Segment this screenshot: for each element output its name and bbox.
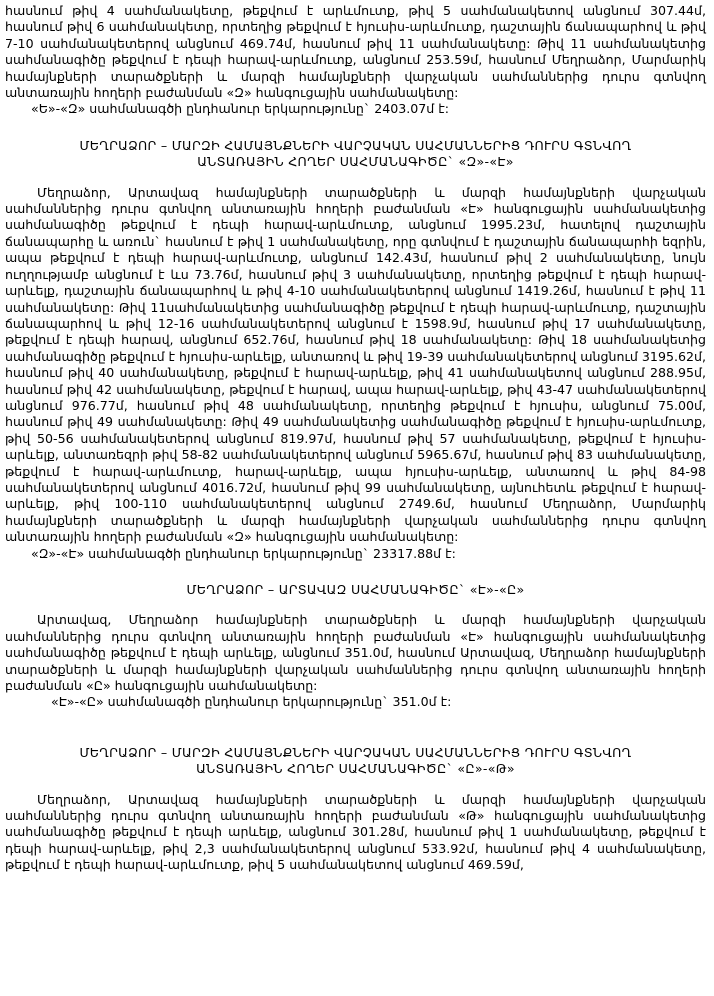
section4-heading-line2: ԱՆՏԱՌԱՅԻՆ ՀՈՂԵՐ ՍԱՀՄԱՆԱԳԻԾԸ` «Ը»-«Թ» — [196, 761, 515, 777]
section4-paragraph: Մեղրաձոր, Արտավազ համայնքների տարածքների և մարզի համայնքների վարչական սահմաններից դուրս գտնվող անտառային հողերի բաժանման «Թ» հանգուցային սահմանակետից սահմանագիծը թեքվում է դեպի արևելք, անցնում 301.28մ, հասնում թիվ 1 սահմանակետը, թեքվում է դեպի հարավ-արևելք, թիվ 2,3 սահմանակետերով անցնում 533.92մ, հասնում թիվ 4 սահմանակետը, թեքվում է դեպի հարավ-արևմուտք, թիվ 5 սահմանակետով անցնում 469.59մ, — [5, 791, 706, 873]
section2-heading-line1: ՄԵՂՐԱՁՈՐ – ՄԱՐԶԻ ՀԱՄԱՅՆՔՆԵՐԻ ՎԱՐՉԱԿԱՆ ՍԱՀՄԱՆՆԵՐԻՑ ԴՈՒՐՍ ԳՏՆՎՈՂ — [79, 137, 632, 153]
section2-heading-line2: ԱՆՏԱՌԱՅԻՆ ՀՈՂԵՐ ՍԱՀՄԱՆԱԳԻԾԸ` «Զ»-«Է» — [197, 154, 514, 170]
section2-total-length: «Զ»-«Է» սահմանագծի ընդհանուր երկարությունը` 23317.88մ է: — [31, 545, 456, 561]
section3-total-length: «Է»-«Ը» սահմանագծի ընդհանուր երկարությունը` 351.0մ է: — [51, 694, 452, 710]
section1-paragraph: հասնում թիվ 4 սահմանակետը, թեքվում է արևմուտք, թիվ 5 սահմանակետով անցնում 307.44մ, հասնում թիվ 6 սահմանակետը, որտեղից թեքվում է հյուսիս-արևմուտք, դաշտային ճանապարհով և թիվ 7-10 սահմանակետերով անցնում 469.74մ, հասնում թիվ 11 սահմանակետը: Թիվ 11 սահմանակետից սահմանագիծը թեքվում է դեպի հարավ-արևմուտք, անցնում 253.59մ, հասնում Մեղրաձոր, Մարմարիկ համայնքների տարածքների և մարզի համայնքների վարչական սահմաններից դուրս գտնվող անտառային հողերի բաժանման «Զ» հանգուցային սահմանակետը: — [5, 3, 706, 101]
section4-heading-line1: ՄԵՂՐԱՁՈՐ – ՄԱՐԶԻ ՀԱՄԱՅՆՔՆԵՐԻ ՎԱՐՉԱԿԱՆ ՍԱՀՄԱՆՆԵՐԻՑ ԴՈՒՐՍ ԳՏՆՎՈՂ — [79, 744, 632, 760]
section2-paragraph: Մեղրաձոր, Արտավազ համայնքների տարածքների և մարզի համայնքների վարչական սահմաններից դուրս գտնվող անտառային հողերի բաժանման «Է» հանգուցային սահմանակետից սահմանագիծը թեքվում է դեպի հարավ-արևմուտք, անցնում 1995.23մ, հատելով դաշտային ճանապարհը և առուն` հասնում է թիվ 1 սահմանակետը, որը գտնվում է դաշտային ճանապարհի եզրին, ապա թեքվում է դեպի հարավ-արևմուտք, անցնում 142.43մ, հասնում թիվ 2 սահմանակետը, նույն ուղղությամբ անցնում է ևս 73.76մ, հասնում թիվ 3 սահմանակետը, որտեղից թեքվում է դեպի հարավ-արևելք, դաշտային ճանապարհով և թիվ 4-10 սահմանակետերով անցնում 1419.26մ, հասնում է թիվ 11 սահմանակետը: Թիվ 11սահմանակետից սահմանագիծը թեքվում է դեպի հարավ-արևմուտք, դաշտային ճանապարհով և թիվ 12-16 սահմանակետերով անցնում է 1598.9մ, հասնում թիվ 17 սահմանակետը, թեքվում է դեպի հարավ, անցնում 652.76մ, հասնում թիվ 18 սահմանակետը: Թիվ 18 սահմանակետից սահմանագիծը թեքվում է հյուսիս-արևելք, անտառով և թիվ 19-39 սահմանակետերով անցնում 3195.62մ, հասնում թիվ 40 սահմանակետը, թեքվում է հարավ-արևելք, թիվ 41 սահմանակետով անցնում 288.95մ, հասնում թիվ 42 սահմանակետը, թեքվում է հարավ, ապա հարավ-արևելք, թիվ 43-47 սահմանակետերով անցնում 976.77մ, հասնում թիվ 48 սահմանակետը, որտեղից թեքվում է հյուսիս, անցնում 75.00մ, հասնում թիվ 49 սահմանակետը: Թիվ 49 սահմանակետից սահմանագիծը թեքվում է հյուսիս-արևմուտք, թիվ 50-56 սահմանակետերով անցնում 819.97մ, հասնում թիվ 57 սահմանակետը, թեքվում է հյուսիս-արևելք, անտառեզրի թիվ 58-82 սահմանակետերով անցնում 5965.67մ, հասնում թիվ 83 սահմանակետը, թեքվում է հարավ-արևմուտք, հարավ-արևելք, ապա հյուսիս-արևելք, անտառով և թիվ 84-98 սահմանակետերով անցնում 4016.72մ, հասնում թիվ 99 սահմանակետը, այնուհետև թեքվում է հարավ-արևելք, թիվ 100-110 սահմանակետերով անցնում 2749.6մ, հասնում Մեղրաձոր, Մարմարիկ համայնքների տարածքների և մարզի համայնքների վարչական սահմաններից դուրս գտնվող անտառային հողերի բաժանման «Զ» հանգուցային սահմանակետը: — [5, 184, 706, 545]
section3-heading: ՄԵՂՐԱՁՈՐ – ԱՐՏԱՎԱԶ ՍԱՀՄԱՆԱԳԻԾԸ` «Է»-«Ը» — [186, 582, 525, 597]
section3-paragraph: Արտավազ, Մեղրաձոր համայնքների տարածքների և մարզի համայնքների վարչական սահմաններից դուրս գտնվող անտառային հողերի բաժանման «Է» հանգուցային սահմանակետից սահմանագիծը թեքվում է դեպի արևելք, անցնում 351.0մ, հասնում Արտավազ, Մեղրաձոր համայնքների տարածքների և մարզի համայնքների վարչական սահմաններից դուրս գտնվող անտառային հողերի բաժանման «Ը» հանգուցային սահմանակետը: — [5, 612, 706, 694]
section1-total-length: «Ե»-«Զ» սահմանագծի ընդհանուր երկարությունը` 2403.07մ է: — [31, 101, 450, 117]
